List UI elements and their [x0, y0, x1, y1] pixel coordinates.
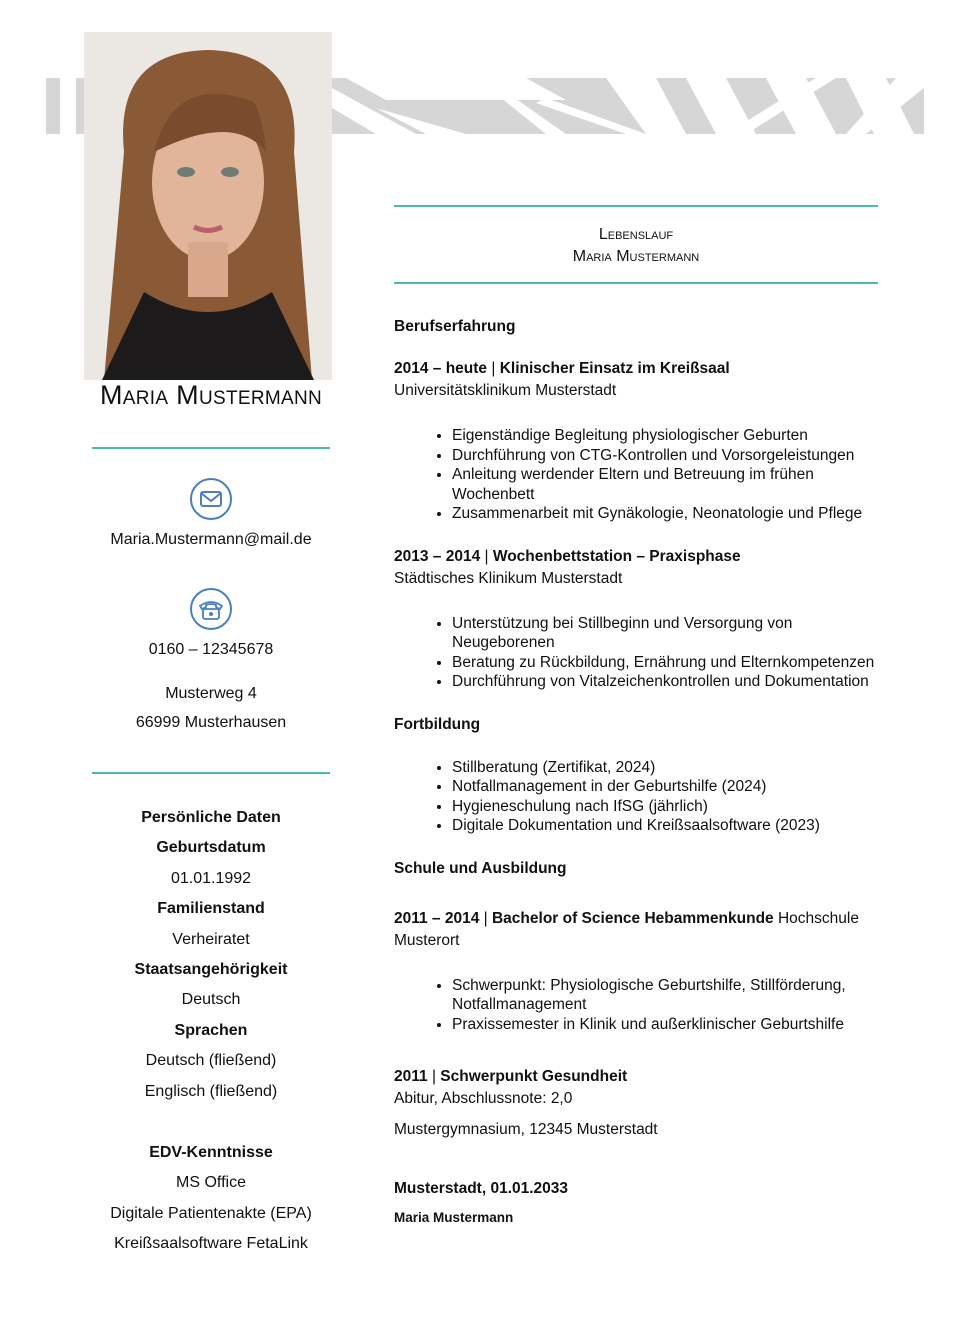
job-bullets — [394, 426, 878, 524]
address-city: 66999 Musterhausen — [135, 714, 287, 731]
edu-grade: Abitur, Abschlussnote: 2,0 — [394, 1090, 573, 1107]
header-rule-bottom — [394, 282, 878, 284]
list-item: • Praxissemester in Klinik und außerklinischer Geburtshilfe — [452, 1015, 878, 1035]
list-item: • Digitale Dokumentation und Kreißsaalsoftware (2023) — [452, 816, 878, 836]
list-item: • Stillberatung (Zertifikat, 2024) — [452, 758, 878, 778]
place-date: Musterstadt, 01.01.2033 — [394, 1180, 569, 1197]
sidebar — [84, 378, 338, 1255]
language-item: Deutsch (fließend) — [145, 1052, 277, 1069]
edu-school: Hochschule Musterort — [394, 909, 859, 949]
list-item: • Durchführung von CTG-Kontrollen und Vorsorgeleistungen — [452, 446, 878, 466]
it-skill-item: MS Office — [176, 1174, 246, 1191]
list-item: • Hygieneschulung nach IfSG (jährlich) — [452, 797, 878, 817]
list-item: • Anleitung werdender Eltern und Betreuung im frühen Wochenbett — [452, 465, 878, 504]
job-employer: Universitätsklinikum Musterstadt — [394, 382, 617, 399]
it-skill-item: Digitale Patientenakte (EPA) — [110, 1205, 312, 1222]
list-item: • Beratung zu Rückbildung, Ernährung und Elternkompetenzen — [452, 653, 878, 673]
signature-name: Maria Mustermann — [394, 1210, 514, 1225]
it-skills-label: EDV-Kenntnisse — [149, 1144, 273, 1161]
languages-label: Sprachen — [174, 1022, 248, 1039]
list-item: • Notfallmanagement in der Geburtshilfe (2024) — [452, 777, 878, 797]
profile-photo — [84, 32, 332, 380]
personal-data-heading: Persönliche Daten — [141, 809, 281, 826]
education-heading: Schule und Ausbildung — [394, 859, 567, 877]
list-item: • Eigenständige Begleitung physiologischer Geburten — [452, 426, 878, 446]
edu-school: Mustergymnasium, 12345 Musterstadt — [394, 1121, 658, 1138]
header-rule-top — [394, 205, 878, 207]
nationality-label: Staatsangehörigkeit — [134, 961, 288, 978]
it-skill-item: Kreißsaalsoftware FetaLink — [114, 1235, 308, 1252]
nationality-value: Deutsch — [181, 991, 241, 1008]
doc-title: Lebenslauf — [598, 226, 674, 243]
education-entry: 2011 | Schwerpunkt Gesundheit — [394, 1068, 628, 1085]
doc-name: Maria Mustermann — [572, 248, 700, 265]
list-item: • Zusammenarbeit mit Gynäkologie, Neonatologie und Pflege — [452, 504, 878, 524]
phone-icon — [189, 587, 233, 631]
edu-title: Schwerpunkt Gesundheit — [440, 1068, 628, 1085]
job-employer: Städtisches Klinikum Musterstadt — [394, 569, 623, 587]
family-label: Familienstand — [157, 900, 265, 917]
birth-label: Geburtsdatum — [156, 839, 266, 856]
job-period: 2013 – 2014 — [394, 547, 481, 565]
phone-text: 0160 – 12345678 — [148, 641, 274, 658]
address-street: Musterweg 4 — [165, 685, 257, 702]
experience-heading: Berufserfahrung — [394, 318, 516, 335]
edu-period: 2011 – 2014 — [394, 909, 480, 927]
training-list — [394, 758, 878, 836]
list-item: • Durchführung von Vitalzeichenkontrollen und Dokumentation — [452, 672, 878, 692]
training-heading: Fortbildung — [394, 715, 481, 733]
education-entry: 2011 – 2014 | Bachelor of Science Hebammenkunde Hochschule Musterort — [394, 909, 859, 949]
sidebar-divider-2 — [92, 772, 330, 774]
language-item: Englisch (fließend) — [144, 1083, 278, 1100]
envelope-icon — [189, 477, 233, 521]
job-heading: 2013 – 2014 | Wochenbettstation – Praxisphase — [394, 547, 741, 565]
edu-title: Bachelor of Science Hebammenkunde — [491, 909, 774, 927]
edu-period: 2011 — [394, 1068, 428, 1085]
list-item: • Schwerpunkt: Physiologische Geburtshilfe, Stillförderung, Notfallmanagement — [452, 976, 878, 1015]
main-content — [394, 205, 878, 1225]
birth-value: 01.01.1992 — [170, 870, 252, 887]
job-title: Klinischer Einsatz im Kreißsaal — [499, 360, 730, 377]
job-heading: 2014 – heute | Klinischer Einsatz im Kreißsaal — [394, 360, 730, 377]
job-title: Wochenbettstation – Praxisphase — [492, 547, 741, 565]
sidebar-divider — [92, 447, 330, 449]
job-period: 2014 – heute — [394, 360, 488, 377]
family-value: Verheiratet — [172, 931, 250, 948]
edu-bullets — [394, 976, 878, 1035]
email-text: Maria.Mustermann@mail.de — [110, 531, 312, 548]
list-item: • Unterstützung bei Stillbeginn und Versorgung von Neugeborenen — [452, 614, 878, 653]
job-bullets — [394, 614, 878, 692]
sidebar-name: Maria Mustermann — [100, 380, 322, 410]
